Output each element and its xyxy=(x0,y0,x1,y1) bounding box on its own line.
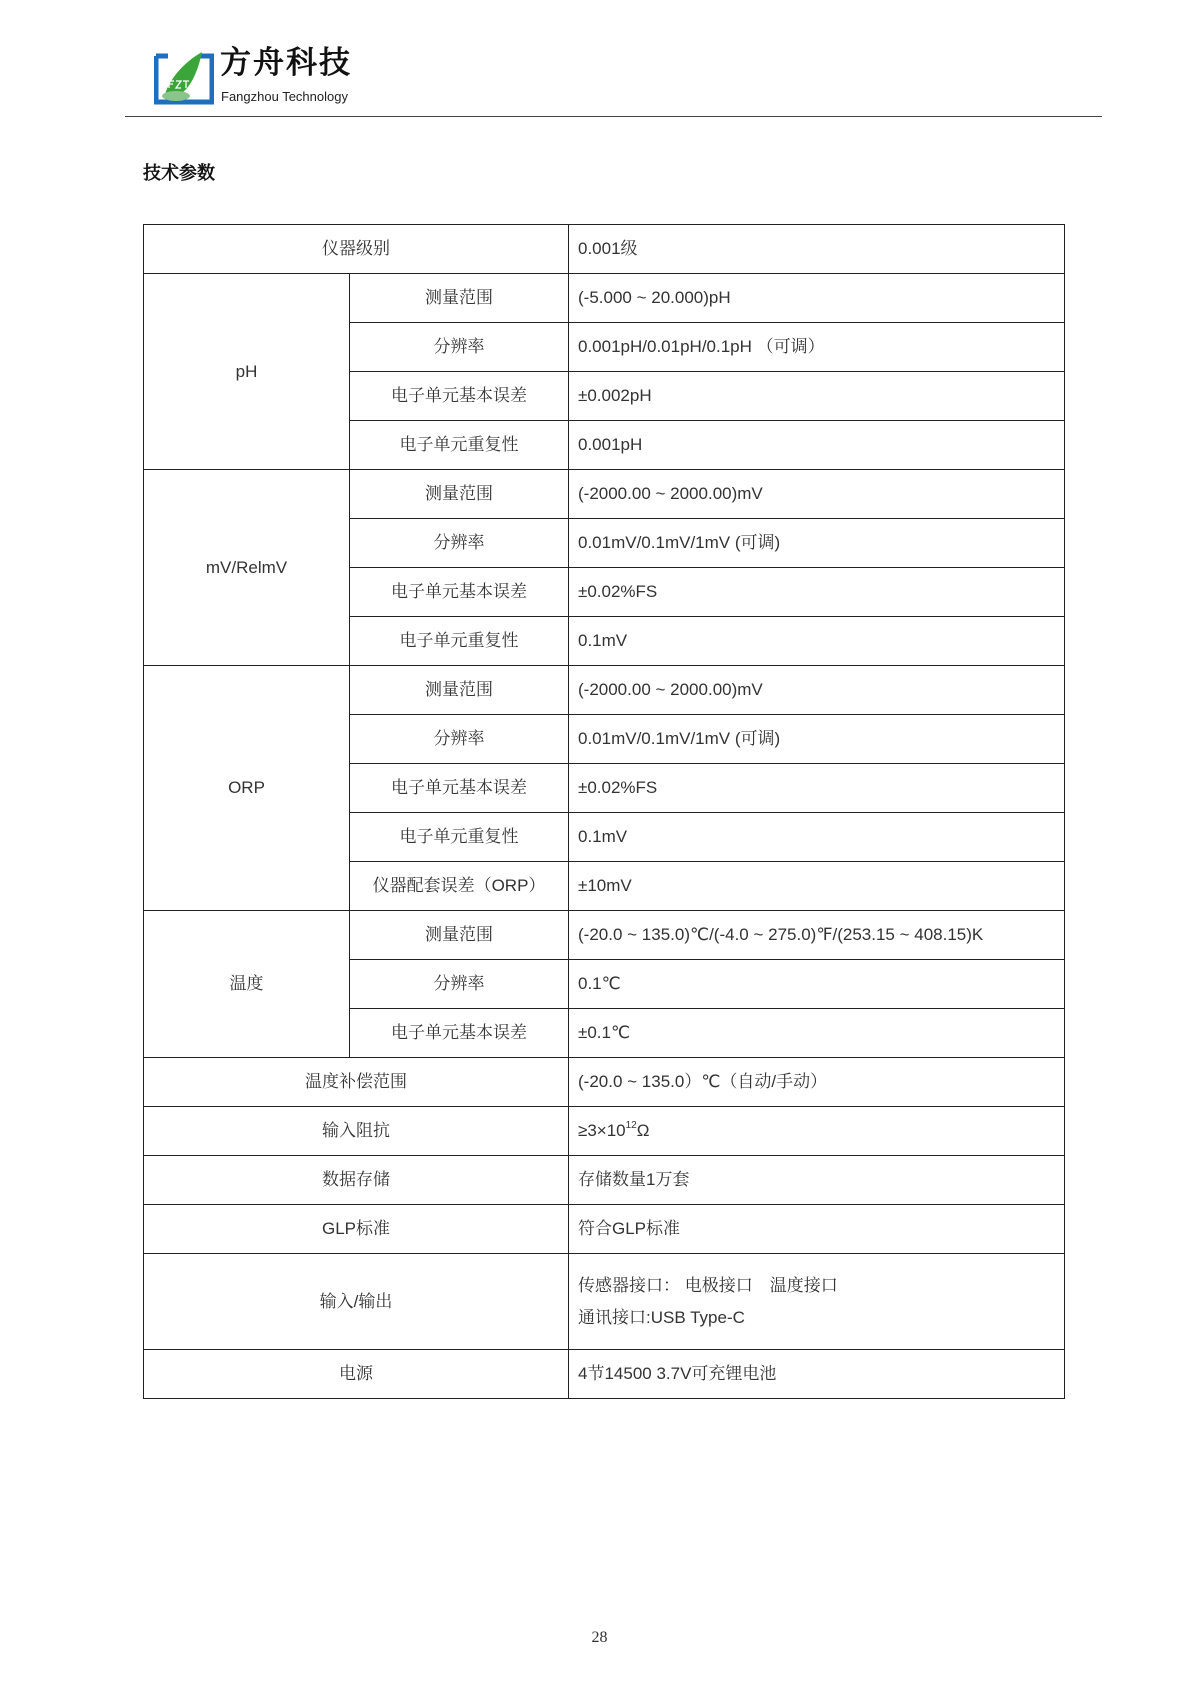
group-label: 温度 xyxy=(144,911,350,1058)
spec-value: 0.001级 xyxy=(569,225,1065,274)
header-divider xyxy=(125,116,1102,117)
spec-value: (-2000.00 ~ 2000.00)mV xyxy=(569,470,1065,519)
spec-value: ±0.02%FS xyxy=(569,568,1065,617)
group-label: ORP xyxy=(144,666,350,911)
spec-value: ±0.1℃ xyxy=(569,1009,1065,1058)
spec-value: 符合GLP标准 xyxy=(569,1205,1065,1254)
table-row xyxy=(144,1350,1065,1399)
spec-label: 电子单元基本误差 xyxy=(350,568,569,617)
impedance-unit: Ω xyxy=(636,1121,650,1140)
spec-label: 测量范围 xyxy=(350,274,569,323)
spec-value: ±0.002pH xyxy=(569,372,1065,421)
spec-label: 测量范围 xyxy=(350,470,569,519)
spec-label: 电子单元重复性 xyxy=(350,617,569,666)
spec-label: 测量范围 xyxy=(350,666,569,715)
table-row xyxy=(144,1058,1065,1107)
spec-label: 分辨率 xyxy=(350,715,569,764)
spec-value xyxy=(569,1107,1065,1156)
spec-label: 分辨率 xyxy=(350,960,569,1009)
section-title: 技术参数 xyxy=(143,163,215,183)
spec-label: 数据存储 xyxy=(144,1156,569,1205)
io-line-sensor: 传感器接口： 电极接口 温度接口 xyxy=(578,1275,838,1295)
brand-name-cn: 方舟科技 xyxy=(220,45,352,80)
spec-value: (-2000.00 ~ 2000.00)mV xyxy=(569,666,1065,715)
spec-value: (-5.000 ~ 20.000)pH xyxy=(569,274,1065,323)
brand-name-en: Fangzhou Technology xyxy=(221,89,348,104)
spec-label: 温度补偿范围 xyxy=(144,1058,569,1107)
spec-value: (-20.0 ~ 135.0）℃（自动/手动） xyxy=(569,1058,1065,1107)
fangzhou-logo-icon xyxy=(154,50,214,106)
spec-label: 电子单元重复性 xyxy=(350,421,569,470)
spec-label: 输入/输出 xyxy=(144,1254,569,1350)
spec-value: 0.01mV/0.1mV/1mV (可调) xyxy=(569,519,1065,568)
spec-value: ±0.02%FS xyxy=(569,764,1065,813)
spec-label: 电子单元基本误差 xyxy=(350,1009,569,1058)
spec-value: 4节14500 3.7V可充锂电池 xyxy=(569,1350,1065,1399)
spec-label: 电源 xyxy=(144,1350,569,1399)
spec-value: 0.1mV xyxy=(569,813,1065,862)
spec-label: 分辨率 xyxy=(350,323,569,372)
spec-label: 输入阻抗 xyxy=(144,1107,569,1156)
impedance-base: ≥3×10 xyxy=(578,1121,626,1140)
spec-label: 分辨率 xyxy=(350,519,569,568)
group-label: mV/RelmV xyxy=(144,470,350,666)
spec-value: (-20.0 ~ 135.0)℃/(-4.0 ~ 275.0)℉/(253.15 ~ 408.15)K xyxy=(569,911,1065,960)
table-row xyxy=(144,470,1065,519)
spec-value: 0.01mV/0.1mV/1mV (可调) xyxy=(569,715,1065,764)
spec-value: ±10mV xyxy=(569,862,1065,911)
spec-label: 仪器级别 xyxy=(144,225,569,274)
table-row xyxy=(144,274,1065,323)
page-number: 28 xyxy=(591,1629,608,1646)
spec-value: 存储数量1万套 xyxy=(569,1156,1065,1205)
spec-label: GLP标准 xyxy=(144,1205,569,1254)
group-label: pH xyxy=(144,274,350,470)
spec-value xyxy=(569,1254,1065,1350)
table-row xyxy=(144,225,1065,274)
spec-value: 0.001pH/0.01pH/0.1pH （可调） xyxy=(569,323,1065,372)
table-row xyxy=(144,1205,1065,1254)
table-row xyxy=(144,666,1065,715)
table-row xyxy=(144,1156,1065,1205)
spec-table xyxy=(143,224,1065,1399)
spec-value: 0.001pH xyxy=(569,421,1065,470)
io-line-comm: 通讯接口:USB Type-C xyxy=(578,1307,745,1327)
table-row xyxy=(144,1107,1065,1156)
spec-value: 0.1mV xyxy=(569,617,1065,666)
table-row xyxy=(144,1254,1065,1350)
spec-label: 电子单元基本误差 xyxy=(350,764,569,813)
spec-value: 0.1℃ xyxy=(569,960,1065,1009)
table-row xyxy=(144,911,1065,960)
spec-label: 仪器配套误差（ORP） xyxy=(350,862,569,911)
spec-label: 电子单元重复性 xyxy=(350,813,569,862)
spec-label: 测量范围 xyxy=(350,911,569,960)
impedance-exponent: 12 xyxy=(625,1120,637,1131)
spec-label: 电子单元基本误差 xyxy=(350,372,569,421)
